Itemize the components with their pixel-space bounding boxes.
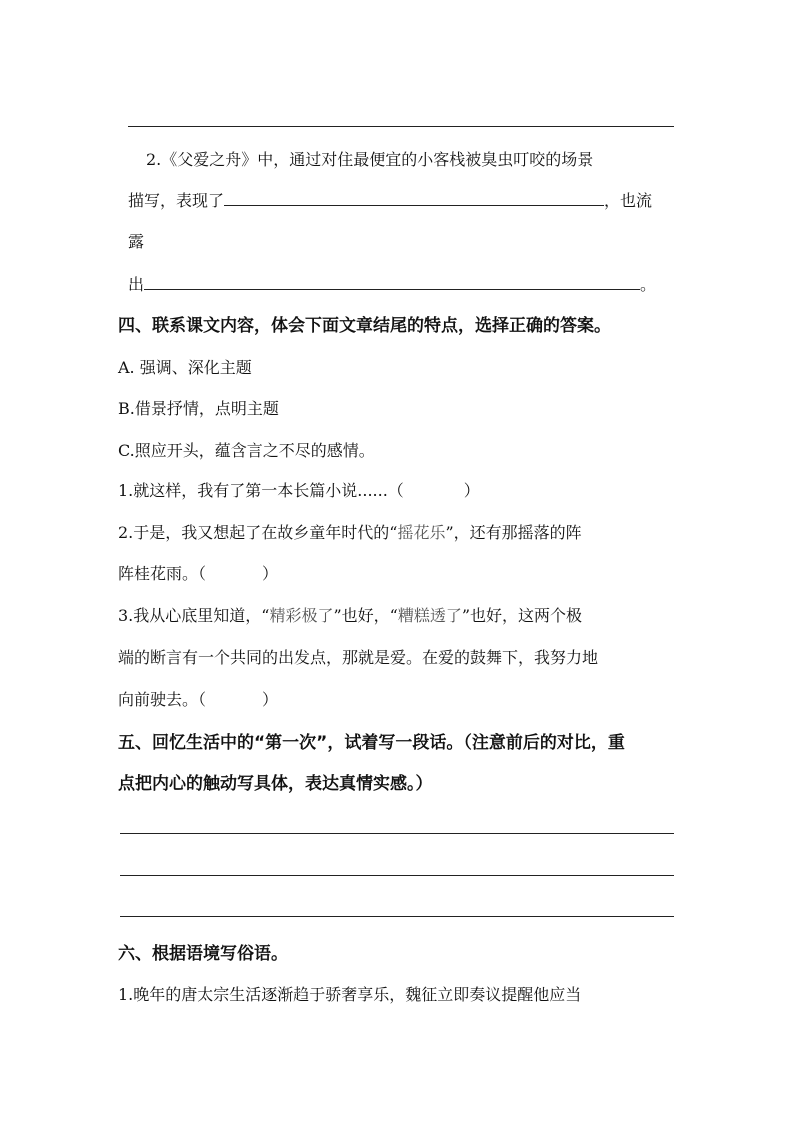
q2-text-4a: 出	[128, 275, 145, 294]
option-b: B.借景抒情，点明主题	[118, 399, 279, 418]
q2-answer-blank-2[interactable]	[144, 273, 640, 290]
s4-item-3-text-a: 3.我从心底里知道，“	[118, 606, 270, 625]
option-c: C.照应开头，蕴含言之不尽的感情。	[118, 441, 375, 460]
s4-item-3-line-1	[118, 604, 582, 628]
writing-line-2[interactable]	[120, 875, 674, 876]
q2-text-2a: 描写，表现了	[128, 191, 225, 210]
q2-line-2	[128, 189, 652, 213]
s4-item-3-text-d: 端的断言有一个共同的出发点，那就是爱。在爱的鼓舞下，我努力地	[118, 648, 599, 667]
section-5-heading-line-2: 点把内心的触动写具体，表达真情实感。）	[118, 774, 433, 794]
q2-answer-blank-1[interactable]	[224, 189, 604, 206]
q2-text-4b: 。	[640, 275, 657, 294]
s4-item-2-quote: 摇花乐	[397, 523, 446, 542]
s4-item-2-line-2	[118, 562, 278, 586]
s4-item-3-text-b: ”也好，“	[333, 606, 398, 625]
s4-item-3-line-2	[118, 646, 598, 670]
q2-text-1: 2.《父爱之舟》中，通过对住最便宜的小客栈被臭虫叮咬的场景	[146, 150, 594, 169]
s4-item-3-quote-1: 精彩极了	[269, 606, 334, 625]
s4-item-3-line-3	[118, 688, 278, 712]
writing-line-1[interactable]	[120, 833, 674, 834]
s4-item-2-line-1	[118, 521, 582, 545]
top-answer-line[interactable]	[128, 126, 674, 127]
section-5-heading-line-1: 五、回忆生活中的“第一次”，试着写一段话。（注意前后的对比，重	[118, 733, 625, 753]
s4-item-2-text-a: 2.于是，我又想起了在故乡童年时代的“	[118, 523, 398, 542]
s4-item-2-text-b: ”，还有那摇落的阵	[445, 523, 582, 542]
s4-item-3-text-e: 向前驶去。（	[118, 690, 207, 709]
s4-item-2-text-c: 阵桂花雨。（	[118, 564, 207, 583]
q2-line-1	[146, 148, 593, 172]
s4-item-1	[118, 479, 480, 503]
q2-text-2b: ，也流	[604, 191, 653, 210]
section-6-heading: 六、根据语境写俗语。	[118, 944, 288, 964]
writing-line-3[interactable]	[120, 916, 674, 917]
s4-item-3-close: ）	[262, 690, 279, 709]
s4-item-3-quote-2: 糟糕透了	[397, 606, 462, 625]
q2-text-3: 露	[128, 232, 145, 251]
q2-line-4	[128, 273, 656, 297]
section-4-heading: 四、联系课文内容，体会下面文章结尾的特点，选择正确的答案。	[118, 316, 611, 336]
s4-item-1-close: ）	[463, 481, 480, 500]
s6-item-1: 1.晚年的唐太宗生活逐渐趋于骄奢享乐，魏征立即奏议提醒他应当	[118, 985, 582, 1004]
s4-item-3-text-c: ”也好，这两个极	[461, 606, 583, 625]
option-a: A. 强调、深化主题	[118, 358, 252, 377]
s4-item-2-close: ）	[262, 564, 279, 583]
q2-line-3	[128, 230, 144, 254]
s4-item-1-text: 1.就这样，我有了第一本长篇小说......（	[118, 481, 404, 500]
